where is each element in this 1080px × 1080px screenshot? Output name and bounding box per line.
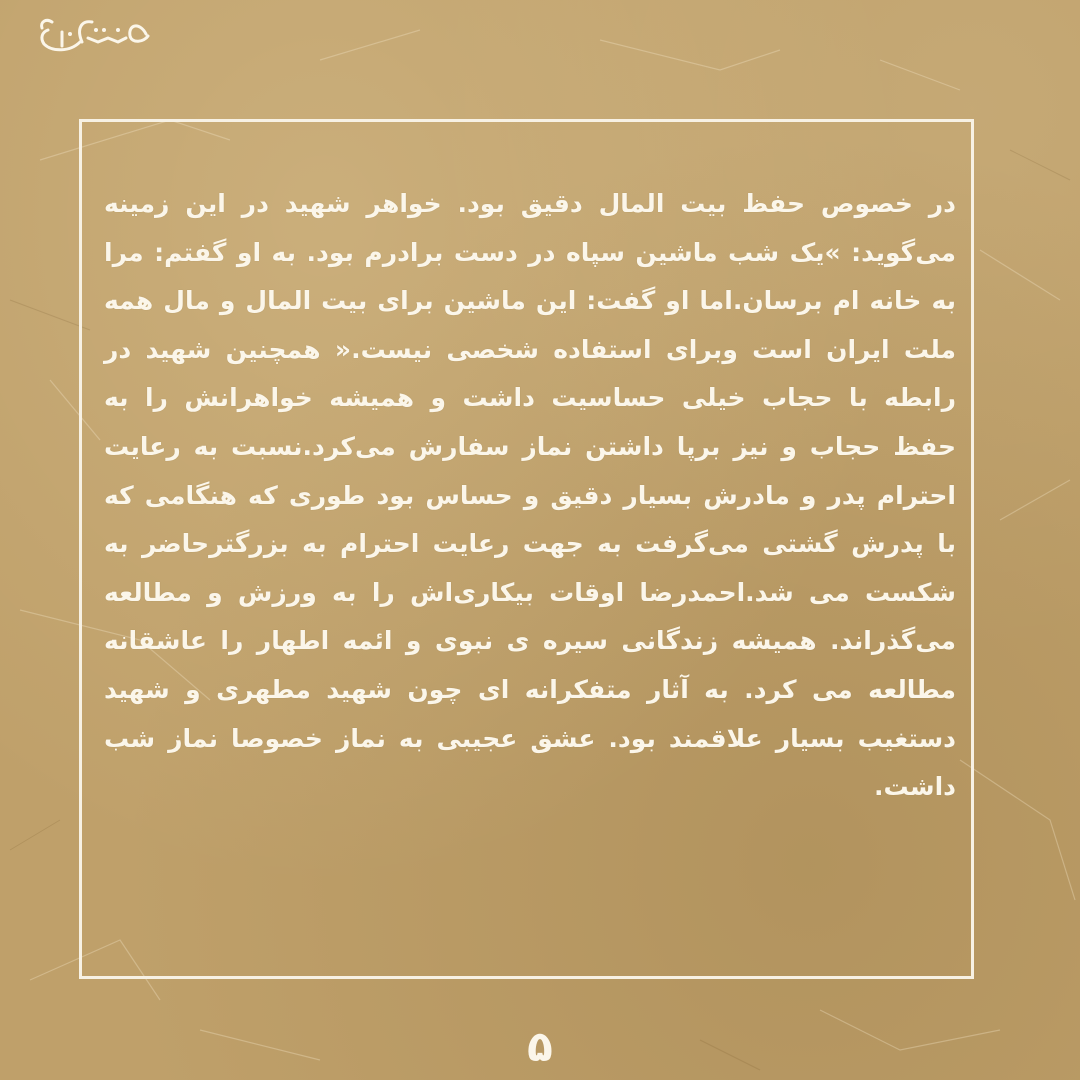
- page-number: ۵: [527, 1022, 553, 1071]
- body-paragraph: در خصوص حفظ بیت المال دقیق بود. خواهر شهید در این زمینه می‌گوید: »یک شب ماشین سپاه در دست برادرم بود. به او گفتم: مرا به خانه ام برسان.اما او گفت: این ماشین برای بیت المال و مال همه ملت ایران است وبرای استفاده شخصی نیست.« همچنین شهید در رابطه با حجاب خیلی حساسیت داشت و همیشه خواهرانش را به حفظ حجاب و نیز برپا داشتن نماز سفارش می‌کرد.نسبت به رعایت احترام پدر و مادرش بسیار دقیق و حساس بود طوری که هنگامی که با پدرش گشتی می‌گرفت به جهت رعایت احترام به بزرگترحاضر به شکست می شد.احمدرضا اوقات بیکاری‌اش را به ورزش و مطالعه می‌گذراند. همیشه زندگانی سیره ی نبوی و ائمه اطهار را عاشقانه مطالعه می کرد. به آثار متفکرانه ای چون شهید مطهری و شهید دستغیب بسیار علاقمند بود. عشق عجیبی به نماز خصوصا نماز شب داشت.: [104, 189, 956, 802]
- calligraphy-logo: [22, 8, 162, 68]
